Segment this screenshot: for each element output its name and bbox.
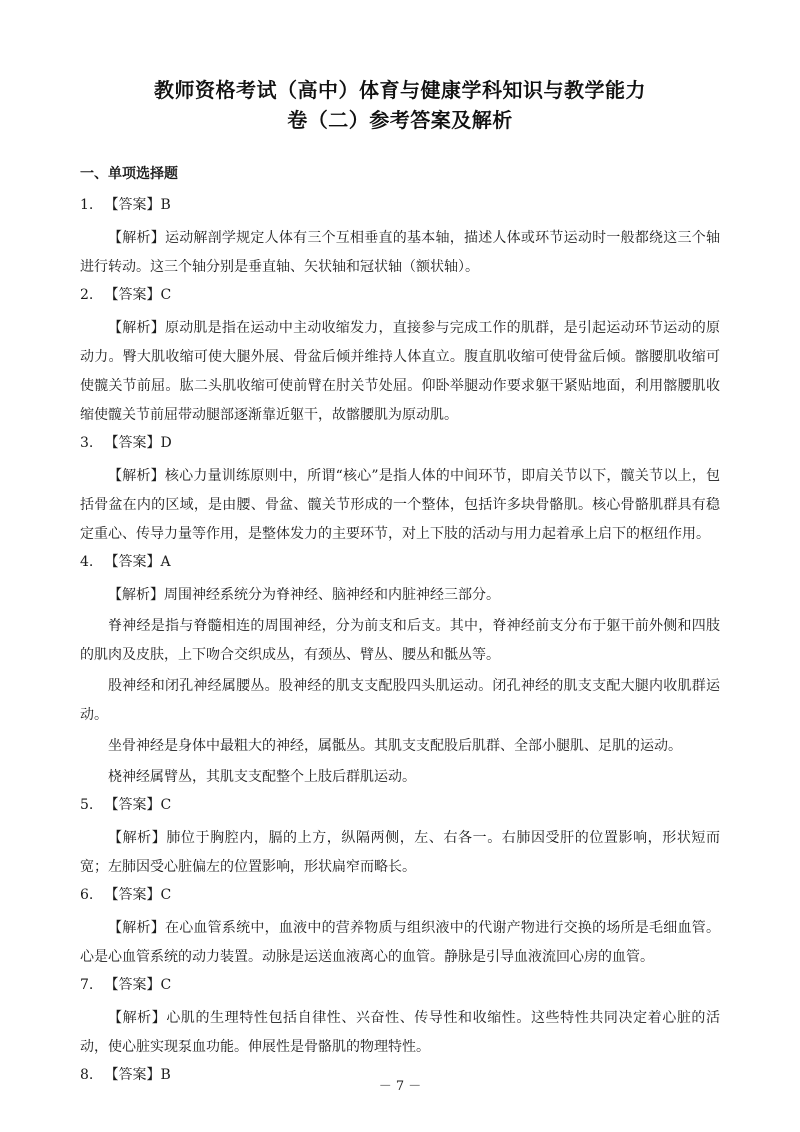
document-body: [80, 163, 720, 1094]
question-item: [80, 284, 720, 430]
explanation-continuation: 股神经和闭孔神经属腰丛。股神经的肌支支配股四头肌运动。闭孔神经的肌支支配大腿内收肌群运动。: [80, 678, 720, 723]
answer-text: 【答案】B: [104, 1067, 171, 1083]
question-item: [80, 884, 720, 972]
question-number: 6.: [80, 887, 94, 903]
answer-text: 【答案】C: [104, 287, 172, 303]
question-item: [80, 432, 720, 549]
section-heading: 一、单项选择题: [80, 166, 178, 182]
page-number: － 7 －: [378, 1079, 422, 1094]
explanation-paragraph: 【解析】心肌的生理特性包括自律性、兴奋性、传导性和收缩性。这些特性共同决定着心脏的活动，使心脏实现泵血功能。伸展性是骨骼肌的物理特性。: [80, 1010, 720, 1055]
explanation-continuation: 坐骨神经是身体中最粗大的神经，属骶丛。其肌支支配股后肌群、全部小腿肌、足肌的运动。: [108, 738, 682, 754]
answer-line: [80, 194, 720, 216]
document-title-line-2: 卷（二）参考答案及解析: [287, 108, 513, 132]
question-item: [80, 974, 720, 1062]
answer-text: 【答案】A: [104, 554, 171, 570]
answer-line: [80, 794, 720, 816]
answer-text: 【答案】C: [104, 977, 172, 993]
explanation-paragraph: 【解析】肺位于胸腔内，膈的上方，纵隔两侧，左、右各一。右肺因受肝的位置影响，形状短而宽；左肺因受心脏偏左的位置影响，形状扁窄而略长。: [80, 830, 720, 875]
question-item: [80, 794, 720, 882]
question-number: 5.: [80, 797, 94, 813]
explanation-paragraph: 【解析】周围神经系统分为脊神经、脑神经和内脏神经三部分。: [108, 587, 500, 603]
answer-line: [80, 284, 720, 306]
document-title-line-1: 教师资格考试（高中）体育与健康学科知识与教学能力: [154, 78, 646, 102]
answer-line: [80, 974, 720, 996]
question-list: [80, 194, 720, 1086]
answer-text: 【答案】B: [104, 197, 171, 213]
question-number: 3.: [80, 435, 94, 451]
question-number: 7.: [80, 977, 94, 993]
answer-text: 【答案】D: [104, 435, 172, 451]
question-item: [80, 551, 720, 792]
explanation-paragraph: 【解析】在心血管系统中，血液中的营养物质与组织液中的代谢产物进行交换的场所是毛细血管。心是心血管系统的动力装置。动脉是运送血液离心的血管。静脉是引导血液流回心房的血管。: [80, 920, 720, 965]
question-number: 2.: [80, 287, 94, 303]
question-number: 8.: [80, 1067, 94, 1083]
explanation-continuation: 桡神经属臂丛，其肌支支配整个上肢后群肌运动。: [108, 769, 416, 785]
answer-text: 【答案】C: [104, 887, 172, 903]
explanation-continuation: 脊神经是指与脊髓相连的周围神经，分为前支和后支。其中，脊神经前支分布于躯干前外侧和四肢的肌肉及皮肤，上下吻合交织成丛，有颈丛、臂丛、腰丛和骶丛等。: [80, 618, 720, 663]
answer-line: [80, 432, 720, 454]
answer-text: 【答案】C: [104, 797, 172, 813]
question-number: 4.: [80, 554, 94, 570]
explanation-paragraph: 【解析】运动解剖学规定人体有三个互相垂直的基本轴，描述人体或环节运动时一般都绕这三个轴进行转动。这三个轴分别是垂直轴、矢状轴和冠状轴（额状轴）。: [80, 230, 720, 275]
explanation-paragraph: 【解析】原动肌是指在运动中主动收缩发力，直接参与完成工作的肌群，是引起运动环节运动的原动力。臀大肌收缩可使大腿外展、骨盆后倾并维持人体直立。腹直肌收缩可使骨盆后倾。髂腰肌收缩可使髋关节前屈。肱二头肌收缩可使前臂在肘关节处屈。仰卧举腿动作要求躯干紧贴地面，利用髂腰肌收缩使髋关节前屈带动腿部逐渐靠近躯干，故髂腰肌为原动肌。: [80, 320, 720, 423]
question-number: 1.: [80, 197, 94, 213]
explanation-paragraph: 【解析】核心力量训练原则中，所谓“核心”是指人体的中间环节，即肩关节以下，髋关节以上，包括骨盆在内的区域，是由腰、骨盆、髋关节形成的一个整体，包括许多块骨骼肌。核心骨骼肌群具有稳定重心、传导力量等作用，是整体发力的主要环节，对上下肢的活动与用力起着承上启下的枢纽作用。: [80, 468, 720, 542]
answer-line: [80, 884, 720, 906]
answer-line: [80, 551, 720, 573]
question-item: [80, 194, 720, 282]
